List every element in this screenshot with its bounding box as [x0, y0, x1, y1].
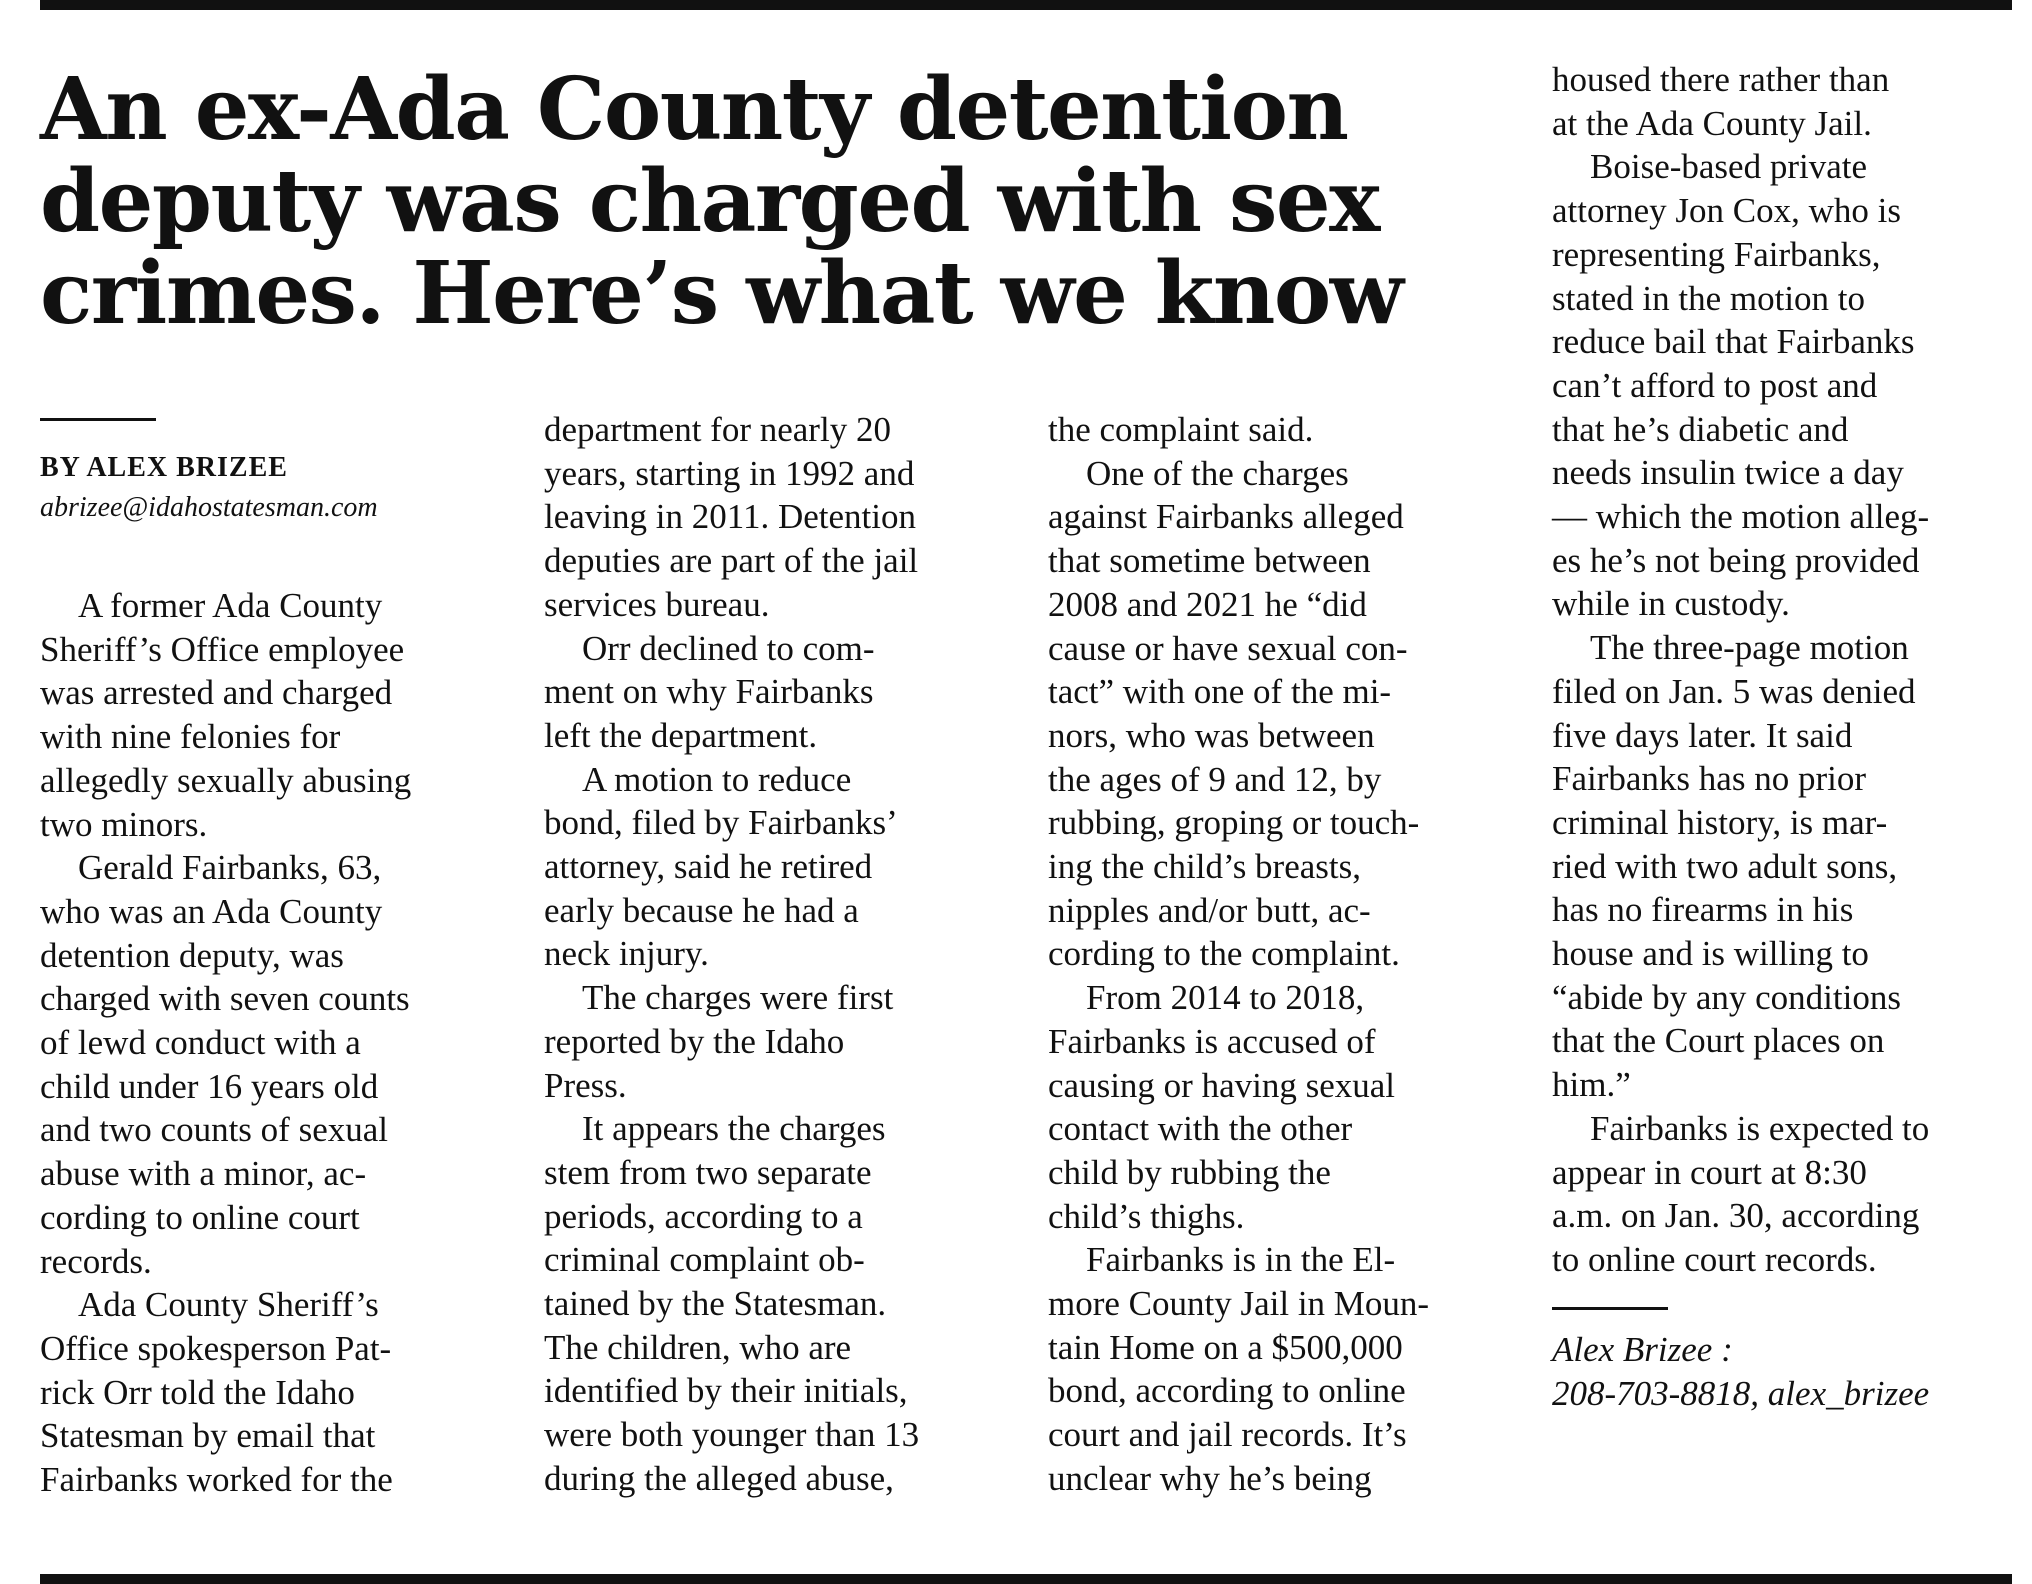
body-line: and two counts of sexual: [40, 1110, 388, 1150]
article-column-3: [1048, 408, 1523, 1501]
body-line: criminal history, is mar-: [1552, 802, 1888, 842]
body-line: cording to the complaint.: [1048, 934, 1400, 974]
body-line: stated in the motion to: [1552, 278, 1866, 318]
body-line: were both younger than 13: [544, 1415, 920, 1455]
body-line: Boise-based private: [1590, 147, 1867, 187]
body-line: identified by their initials,: [544, 1371, 908, 1411]
body-line: Fairbanks is in the El-: [1086, 1240, 1396, 1280]
body-line: From 2014 to 2018,: [1086, 978, 1365, 1018]
body-line: left the department.: [544, 715, 818, 755]
body-line: charged with seven counts: [40, 979, 410, 1019]
body-line: allegedly sexually abusing: [40, 760, 412, 800]
body-line: department for nearly 20: [544, 410, 891, 449]
article-column-1: [40, 584, 515, 1502]
body-line: housed there rather than: [1552, 60, 1890, 99]
body-line: house and is willing to: [1552, 934, 1869, 974]
body-line: court and jail records. It’s: [1048, 1415, 1407, 1455]
byline-author: BY ALEX BRIZEE: [40, 452, 288, 483]
headline-line: crimes. Here’s what we know: [40, 243, 1403, 344]
body-line: at the Ada County Jail.: [1552, 103, 1872, 143]
body-line: who was an Ada County: [40, 891, 383, 931]
body-line: Ada County Sheriff’s: [78, 1285, 379, 1325]
body-line: bond, filed by Fairbanks’: [544, 803, 898, 843]
body-line: during the alleged abuse,: [544, 1458, 894, 1498]
body-line: 2008 and 2021 he “did: [1048, 584, 1367, 624]
body-line: The charges were first: [582, 978, 894, 1018]
body-line: attorney, said he retired: [544, 847, 873, 887]
body-line: tained by the Statesman.: [544, 1284, 887, 1324]
body-line: Fairbanks worked for the: [40, 1460, 393, 1500]
body-line: the complaint said.: [1048, 410, 1314, 449]
body-line: ing the child’s breasts,: [1048, 847, 1362, 887]
article-column-2: [544, 408, 1019, 1501]
body-line: of lewd conduct with a: [40, 1023, 361, 1063]
body-line: — which the motion alleg-: [1552, 497, 1930, 537]
body-line: nipples and/or butt, ac-: [1048, 890, 1371, 930]
body-line: deputies are part of the jail: [544, 541, 919, 581]
body-line: child’s thighs.: [1048, 1196, 1245, 1236]
body-line: rubbing, groping or touch-: [1048, 803, 1420, 843]
body-line: him.”: [1552, 1065, 1631, 1105]
body-line: contact with the other: [1048, 1109, 1353, 1149]
body-line: criminal complaint ob-: [544, 1240, 865, 1280]
body-line: A former Ada County: [78, 586, 383, 625]
body-line: cause or have sexual con-: [1048, 628, 1408, 668]
body-line: Gerald Fairbanks, 63,: [78, 848, 382, 888]
body-line: tact” with one of the mi-: [1048, 672, 1392, 712]
body-line: that he’s diabetic and: [1552, 409, 1849, 449]
body-line: unclear why he’s being: [1048, 1458, 1372, 1498]
body-line: Statesman by email that: [40, 1416, 376, 1456]
body-line: ment on why Fairbanks: [544, 672, 874, 712]
body-line: two minors.: [40, 804, 208, 844]
body-line: the ages of 9 and 12, by: [1048, 759, 1382, 799]
body-line: periods, according to a: [544, 1196, 863, 1236]
body-line: appear in court at 8:30: [1552, 1152, 1867, 1192]
body-line: The children, who are: [544, 1327, 852, 1367]
body-line: needs insulin twice a day: [1552, 453, 1904, 493]
body-line: One of the charges: [1086, 453, 1349, 493]
body-line: es he’s not being provided: [1552, 540, 1920, 580]
body-line: a.m. on Jan. 30, according: [1552, 1196, 1920, 1236]
body-line: five days later. It said: [1552, 715, 1853, 755]
body-line: Press.: [544, 1065, 627, 1105]
byline-rule: [40, 418, 156, 421]
body-line: representing Fairbanks,: [1552, 234, 1881, 274]
body-line: attorney Jon Cox, who is: [1552, 191, 1902, 231]
body-line: reported by the Idaho: [544, 1021, 845, 1061]
signoff-rule: [1552, 1307, 1668, 1310]
signoff-name: Alex Brizee :: [1552, 1330, 1733, 1369]
body-line: while in custody.: [1552, 584, 1790, 624]
body-line: neck injury.: [544, 934, 709, 974]
body-line: Fairbanks has no prior: [1552, 759, 1866, 799]
byline-email: abrizee@idahostatesman.com: [40, 492, 378, 523]
body-line: that the Court places on: [1552, 1021, 1885, 1061]
body-line: reduce bail that Fairbanks: [1552, 322, 1915, 362]
body-line: with nine felonies for: [40, 717, 341, 757]
headline-line: deputy was charged with sex: [40, 151, 1379, 252]
signoff: [1552, 1328, 1929, 1415]
body-line: The three-page motion: [1590, 628, 1909, 668]
body-line: A motion to reduce: [582, 759, 852, 799]
signoff-contact: 208-703-8818, alex_brizee: [1552, 1373, 1930, 1413]
body-line: “abide by any conditions: [1552, 977, 1901, 1017]
body-line: was arrested and charged: [40, 673, 393, 713]
body-line: detention deputy, was: [40, 935, 344, 975]
body-line: has no firearms in his: [1552, 890, 1854, 930]
bottom-rule: [40, 1574, 2012, 1584]
body-line: against Fairbanks alleged: [1048, 497, 1404, 537]
body-line: child by rubbing the: [1048, 1152, 1331, 1192]
body-line: bond, according to online: [1048, 1371, 1406, 1411]
body-line: that sometime between: [1048, 541, 1371, 581]
body-line: nors, who was between: [1048, 715, 1375, 755]
body-line: Fairbanks is expected to: [1590, 1108, 1930, 1148]
body-line: Fairbanks is accused of: [1048, 1021, 1376, 1061]
headline: [40, 59, 1500, 344]
body-line: Office spokesperson Pat-: [40, 1328, 392, 1368]
body-line: stem from two separate: [544, 1152, 872, 1192]
top-rule: [40, 0, 2012, 10]
body-line: services bureau.: [544, 584, 770, 624]
body-line: ried with two adult sons,: [1552, 846, 1898, 886]
body-line: can’t afford to post and: [1552, 365, 1878, 405]
body-line: Orr declined to com-: [582, 628, 875, 668]
body-line: It appears the charges: [582, 1109, 886, 1149]
body-line: rick Orr told the Idaho: [40, 1372, 355, 1412]
body-line: child under 16 years old: [40, 1066, 379, 1106]
body-line: more County Jail in Moun-: [1048, 1284, 1430, 1324]
article-column-4: [1552, 58, 2027, 1282]
headline-line: An ex-Ada County detention: [40, 59, 1348, 160]
body-line: leaving in 2011. Detention: [544, 497, 916, 537]
body-line: records.: [40, 1241, 152, 1281]
body-line: early because he had a: [544, 890, 859, 930]
body-line: years, starting in 1992 and: [544, 453, 915, 493]
body-line: filed on Jan. 5 was denied: [1552, 671, 1916, 711]
body-line: to online court records.: [1552, 1239, 1877, 1279]
body-line: Sheriff’s Office employee: [40, 629, 405, 669]
body-line: cording to online court: [40, 1197, 360, 1237]
body-line: causing or having sexual: [1048, 1065, 1395, 1105]
body-line: abuse with a minor, ac-: [40, 1154, 367, 1194]
body-line: tain Home on a $500,000: [1048, 1327, 1403, 1367]
